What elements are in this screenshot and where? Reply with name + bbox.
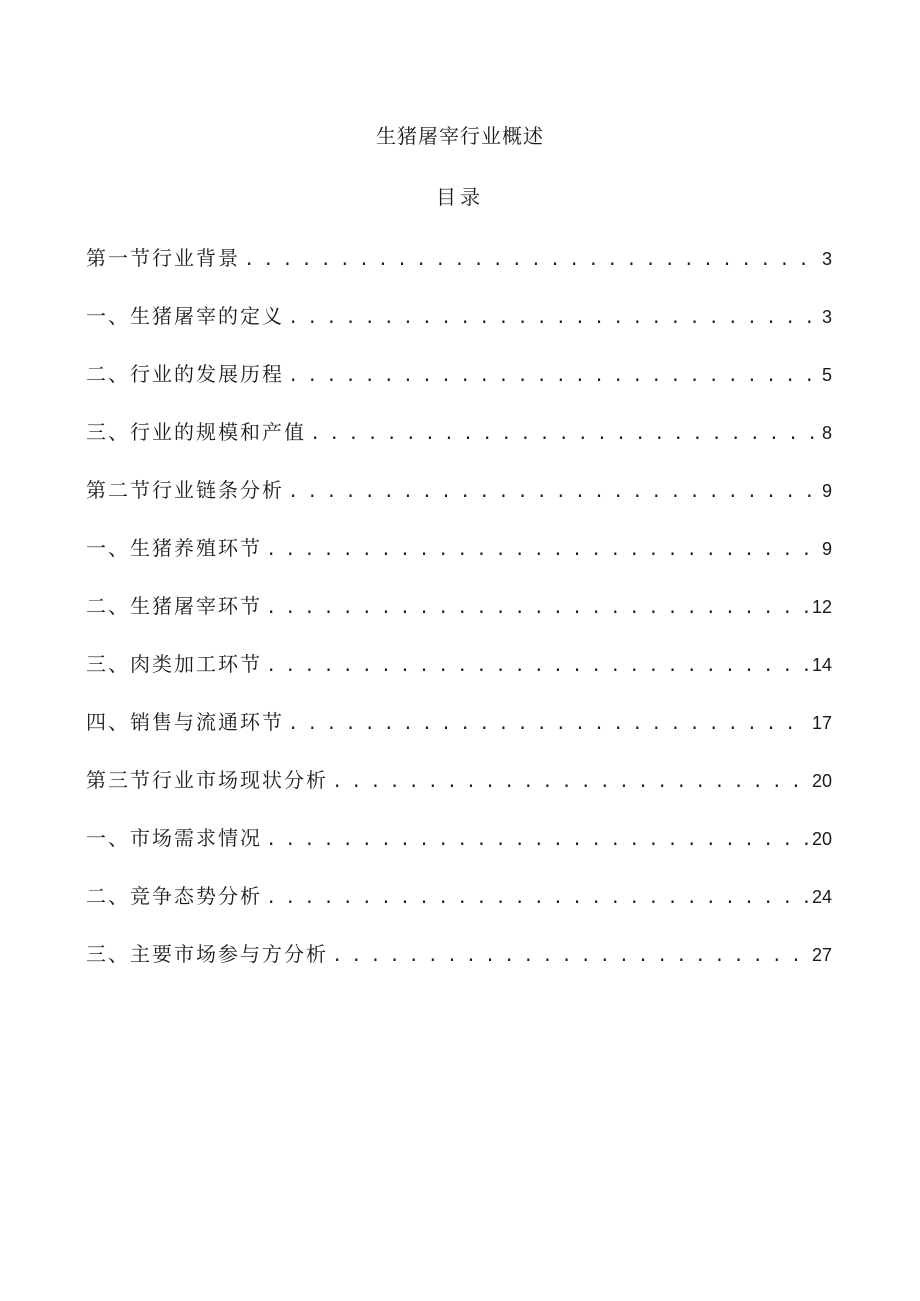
toc-entry[interactable] bbox=[86, 418, 832, 476]
toc-entry-page: 9 bbox=[821, 481, 832, 501]
toc-entry-page: 8 bbox=[821, 423, 832, 443]
toc-entry[interactable] bbox=[86, 302, 832, 360]
toc-entry-label: 二、生猪屠宰环节 bbox=[86, 594, 262, 618]
table-of-contents bbox=[86, 244, 832, 998]
toc-entry-page: 12 bbox=[811, 597, 832, 617]
toc-entry[interactable] bbox=[86, 476, 832, 534]
toc-entry[interactable] bbox=[86, 940, 832, 998]
toc-entry-label: 二、行业的发展历程 bbox=[86, 362, 284, 386]
toc-entry-label: 第二节行业链条分析 bbox=[86, 478, 284, 502]
toc-dot-leader bbox=[268, 650, 808, 678]
toc-entry[interactable] bbox=[86, 592, 832, 650]
toc-entry[interactable] bbox=[86, 244, 832, 302]
toc-entry-page: 14 bbox=[811, 655, 832, 675]
toc-dot-leader bbox=[268, 824, 808, 852]
toc-entry-page: 17 bbox=[811, 713, 832, 733]
toc-dot-leader bbox=[290, 708, 808, 736]
toc-entry-page: 5 bbox=[821, 365, 832, 385]
toc-entry-label: 一、市场需求情况 bbox=[86, 826, 262, 850]
toc-dot-leader bbox=[268, 592, 808, 620]
toc-entry-label: 第一节行业背景 bbox=[86, 246, 240, 270]
toc-dot-leader bbox=[290, 360, 818, 388]
toc-entry-page: 27 bbox=[811, 945, 832, 965]
toc-entry-label: 三、行业的规模和产值 bbox=[86, 420, 306, 444]
toc-entry-label: 一、生猪屠宰的定义 bbox=[86, 304, 284, 328]
toc-entry-page: 24 bbox=[811, 887, 832, 907]
toc-entry-label: 第三节行业市场现状分析 bbox=[86, 768, 328, 792]
toc-dot-leader bbox=[334, 766, 808, 794]
toc-entry-page: 3 bbox=[821, 249, 832, 269]
document-title: 生猪屠宰行业概述 bbox=[376, 124, 544, 148]
toc-dot-leader bbox=[334, 940, 808, 968]
toc-entry-label: 三、主要市场参与方分析 bbox=[86, 942, 328, 966]
toc-dot-leader bbox=[246, 244, 818, 272]
toc-entry-label: 三、肉类加工环节 bbox=[86, 652, 262, 676]
toc-entry-page: 9 bbox=[821, 539, 832, 559]
toc-dot-leader bbox=[268, 882, 808, 910]
toc-heading: 目录 bbox=[436, 185, 484, 209]
toc-entry[interactable] bbox=[86, 824, 832, 882]
toc-entry-page: 20 bbox=[811, 771, 832, 791]
toc-entry[interactable] bbox=[86, 650, 832, 708]
toc-entry[interactable] bbox=[86, 882, 832, 940]
toc-entry-page: 3 bbox=[821, 307, 832, 327]
toc-entry[interactable] bbox=[86, 766, 832, 824]
toc-entry-label: 一、生猪养殖环节 bbox=[86, 536, 262, 560]
toc-entry-label: 四、销售与流通环节 bbox=[86, 710, 284, 734]
toc-dot-leader bbox=[312, 418, 818, 446]
toc-dot-leader bbox=[290, 476, 818, 504]
toc-dot-leader bbox=[290, 302, 818, 330]
toc-entry-label: 二、竞争态势分析 bbox=[86, 884, 262, 908]
toc-dot-leader bbox=[268, 534, 818, 562]
toc-entry[interactable] bbox=[86, 708, 832, 766]
toc-entry[interactable] bbox=[86, 534, 832, 592]
toc-entry-page: 20 bbox=[811, 829, 832, 849]
toc-entry[interactable] bbox=[86, 360, 832, 418]
